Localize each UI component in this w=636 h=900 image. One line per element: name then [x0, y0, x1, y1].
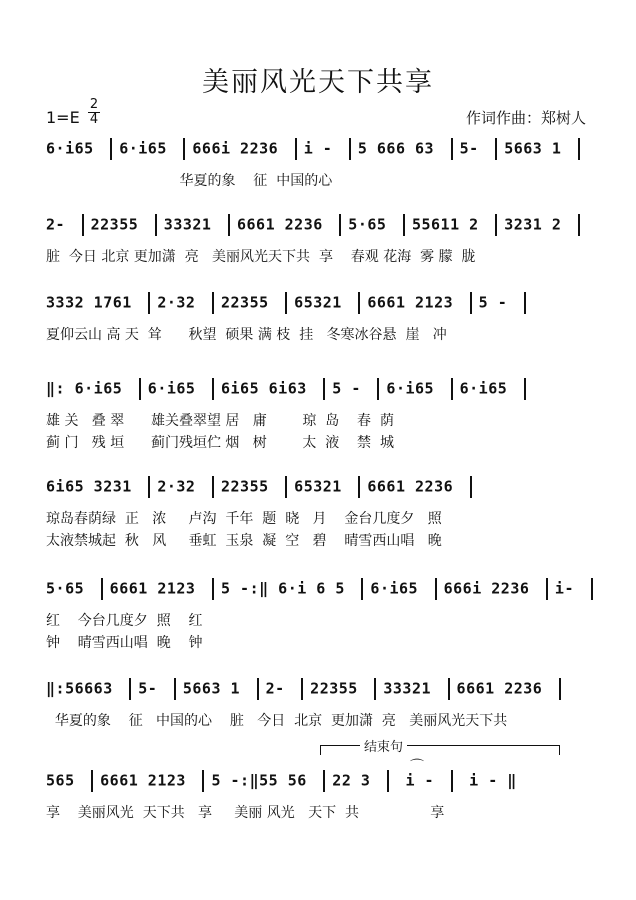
bar-line	[228, 214, 230, 236]
bar-line	[377, 378, 379, 400]
notation-line: 565 6661 2123 5 -:‖55 56 22 3 i - i - ‖	[46, 770, 610, 796]
score-row	[0, 138, 636, 218]
time-signature	[88, 98, 100, 127]
bar-line	[470, 476, 472, 498]
key-signature: 1=E	[46, 108, 80, 127]
score-row	[0, 476, 636, 556]
score-row	[0, 292, 636, 372]
lyric-line: 享 美丽风光 天下共 享 美丽 风光 天下 共 享	[46, 805, 445, 821]
score-row	[0, 378, 636, 458]
bar-line	[212, 476, 214, 498]
bar-line	[524, 378, 526, 400]
bar-line	[212, 578, 214, 600]
notation-line: 5·65 6661 2123 5 -:‖ 6·i 6 5 6·i65 666i 2236 i-	[46, 578, 610, 604]
lyric-line: 太液禁城起 秋 风 垂虹 玉泉 凝 空 碧 晴雪西山唱 晚	[46, 533, 442, 549]
bar-line	[212, 378, 214, 400]
bar-line	[451, 378, 453, 400]
end-phrase-label: 结束句	[360, 736, 407, 755]
bar-line	[448, 678, 450, 700]
bar-line	[451, 138, 453, 160]
bar-line	[110, 138, 112, 160]
notation-line: ‖: 6·i65 6·i65 6i65 6i63 5 - 6·i65 6·i65	[46, 378, 610, 404]
bar-line	[403, 214, 405, 236]
marker-line	[320, 745, 560, 746]
notation-line: ‖:56663 5- 5663 1 2- 22355 33321 6661 2236	[46, 678, 610, 704]
bar-line	[155, 214, 157, 236]
marker-tick	[320, 745, 321, 755]
bar-line	[285, 476, 287, 498]
end-phrase-marker	[300, 738, 580, 755]
song-title: 美丽风光天下共享	[202, 67, 434, 98]
score-row	[0, 214, 636, 294]
bar-line	[387, 770, 389, 792]
bar-line	[349, 138, 351, 160]
fermata-icon: ⌒	[410, 759, 424, 775]
bar-line	[339, 214, 341, 236]
bar-line	[361, 578, 363, 600]
marker-tick	[559, 745, 560, 755]
bar-line	[591, 578, 593, 600]
bar-line	[82, 214, 84, 236]
bar-line	[495, 138, 497, 160]
bar-line	[183, 138, 185, 160]
lyric-line: 脏 今日 北京 更加潇 亮 美丽风光天下共 享 春观 花海 雾 朦 胧	[46, 249, 476, 265]
lyric-line: 华夏的象 征 中国的心	[46, 173, 333, 189]
lyric-line: 蓟 门 残 垣 蓟门残垣伫 烟 树 太 液 禁 城	[46, 435, 394, 451]
bar-line	[524, 292, 526, 314]
notation-line: 2- 22355 33321 6661 2236 5·65 55611 2 3231 2	[46, 214, 610, 240]
time-signature-top: 2	[89, 97, 99, 112]
bar-line	[91, 770, 93, 792]
lyric-line: 夏仰云山 高 天 耸 秋望 硕果 满 枝 挂 冬寒冰谷悬 崖 冲	[46, 327, 447, 343]
composer-credit: 作词作曲：郑树人	[466, 109, 587, 127]
notation-line: 6i65 3231 2·32 22355 65321 6661 2236	[46, 476, 610, 502]
bar-line	[257, 678, 259, 700]
lyric-line: 雄 关 叠 翠 雄关叠翠望 居 庸 琼 岛 春 荫	[46, 413, 394, 429]
bar-line	[470, 292, 472, 314]
bar-line	[323, 770, 325, 792]
bar-line	[148, 476, 150, 498]
bar-line	[148, 292, 150, 314]
bar-line	[129, 678, 131, 700]
bar-line	[212, 292, 214, 314]
bar-line	[578, 214, 580, 236]
bar-line	[285, 292, 287, 314]
notation-line: 6·i65 6·i65 666i 2236 i - 5 666 63 5- 5663 1	[46, 138, 610, 164]
score-row	[0, 770, 636, 850]
bar-line	[435, 578, 437, 600]
bar-line	[358, 292, 360, 314]
lyric-line: 红 今台几度夕 照 红	[46, 613, 203, 629]
bar-line	[495, 214, 497, 236]
bar-line	[559, 678, 561, 700]
lyric-line: 琼岛春荫绿 正 浓 卢沟 千年 题 晓 月 金台几度夕 照	[46, 511, 442, 527]
bar-line	[101, 578, 103, 600]
bar-line	[546, 578, 548, 600]
bar-line	[301, 678, 303, 700]
bar-line	[374, 678, 376, 700]
bar-line	[451, 770, 453, 792]
bar-line	[578, 138, 580, 160]
time-signature-bottom: 4	[89, 112, 99, 127]
lyric-line: 钟 晴雪西山唱 晚 钟	[46, 635, 203, 651]
notation-line: 3332 1761 2·32 22355 65321 6661 2123 5 -	[46, 292, 610, 318]
bar-line	[323, 378, 325, 400]
bar-line	[295, 138, 297, 160]
bar-line	[358, 476, 360, 498]
bar-line	[139, 378, 141, 400]
score-row	[0, 578, 636, 658]
bar-line	[174, 678, 176, 700]
lyric-line: 华夏的象 征 中国的心 脏 今日 北京 更加潇 亮 美丽风光天下共	[46, 713, 508, 729]
bar-line	[202, 770, 204, 792]
